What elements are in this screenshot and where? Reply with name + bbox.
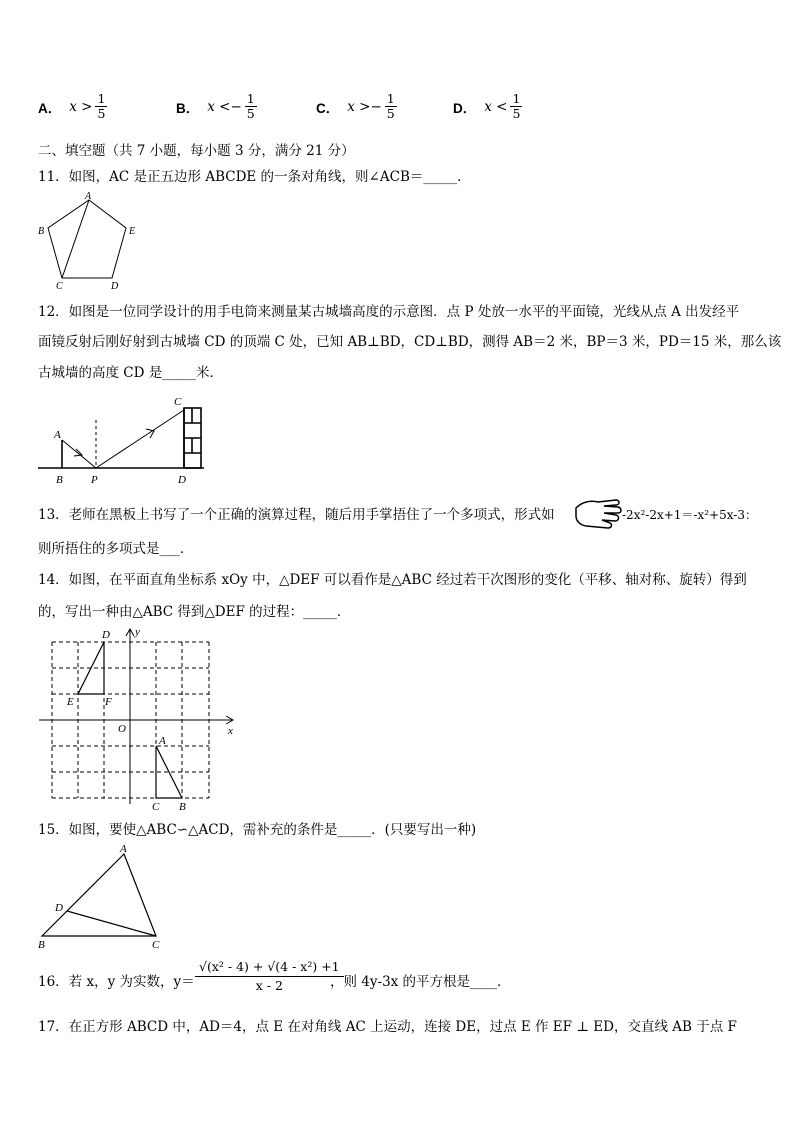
label-d: D [178,474,186,486]
label-b: B [38,939,45,951]
question-13-line1: 13．老师在黑板上书写了一个正确的演算过程，随后用手掌捂住了一个多项式，形式如 [38,507,555,523]
option-label: C． [316,100,340,116]
question-12-line2: 面镜反射后刚好射到古城墙 CD 的顶端 C 处，已知 AB⊥BD，CD⊥BD，测得 AB＝2 米，BP＝3 米，PD＝15 米，那么该 [38,334,782,350]
question-16-prefix: 16．若 x，y 为实数，y＝ [38,974,195,990]
label-d: D [102,629,110,641]
label-c: C [56,281,63,290]
question-14-line2: 的，写出一种由△ABC 得到△DEF 的过程：_____． [38,604,351,620]
label-e: E [129,226,136,237]
pentagon-figure [34,190,144,290]
option-label: D． [453,100,477,116]
fraction-denominator: x - 2 [255,978,283,993]
question-12-line1: 12．如图是一位同学设计的用手电筒来测量某古城墙高度的示意图．点 P 处放一水平的平面镜，光线从点 A 出发经平 [38,304,740,320]
label-c: C [152,939,160,951]
option-a: A． x > $\frac{1}{5}$ [38,91,106,121]
label-f: F [105,696,112,708]
section-title: 二、填空题（共 7 小题，每小题 3 分，满分 21 分） [38,143,355,159]
label-x: x [228,725,233,737]
fraction: $\frac{1}{5}$ [386,91,395,121]
question-16-suffix: ，则 4y-3x 的平方根是____． [330,974,511,990]
question-16-fraction [195,958,344,995]
wall-mirror-figure [34,393,214,488]
question-17: 17．在正方形 ABCD 中，AD＝4，点 E 在对角线 AC 上运动，连接 DE，过点 E 作 EF ⊥ ED，交直线 AB 于点 F [38,1019,737,1035]
label-a: A [85,191,92,202]
label-a: A [120,843,127,855]
fraction: $\frac{1}{5}$ [97,91,106,121]
label-c: C [152,801,160,813]
fraction-numerator: √(x² - 4) + √(4 - x²) +1 [195,958,344,977]
coordinate-grid-figure [34,624,244,814]
label-d: D [55,902,63,914]
label-b: B [38,226,45,237]
option-b: B． x < − $\frac{1}{5}$ [176,91,255,121]
label-e: E [67,696,74,708]
hand-icon [572,494,622,530]
label-b: B [56,474,63,486]
label-o: O [118,723,126,735]
question-12-line3: 古城墙的高度 CD 是_____米． [38,365,223,381]
label-p: P [91,474,98,486]
question-14-line1: 14．如图，在平面直角坐标系 xOy 中，△DEF 可以看作是△ABC 经过若干次图形的变化（平移、轴对称、旋转）得到 [38,572,747,588]
triangle-figure [34,842,174,952]
question-11: 11．如图，AC 是正五边形 ABCDE 的一条对角线，则∠ACB＝_____． [38,169,471,185]
fraction: $\frac{1}{5}$ [512,91,521,121]
option-label: B． [176,100,200,116]
option-label: A． [38,100,62,116]
option-c: C． x > − $\frac{1}{5}$ [316,91,395,121]
label-b: B [179,801,186,813]
question-13-expression: -2x²-2x+1＝-x²+5x-3： [622,508,757,522]
label-a: A [159,735,166,747]
label-a: A [54,429,61,441]
label-d: D [111,281,119,290]
question-15: 15．如图，要使△ABC∽△ACD，需补充的条件是_____．(只要写出一种) [38,822,477,838]
question-13-line2: 则所捂住的多项式是___． [38,541,194,557]
option-d: D． x < $\frac{1}{5}$ [453,91,521,121]
fraction: $\frac{1}{5}$ [246,91,255,121]
label-c: C [174,396,182,408]
label-y: y [135,626,140,638]
